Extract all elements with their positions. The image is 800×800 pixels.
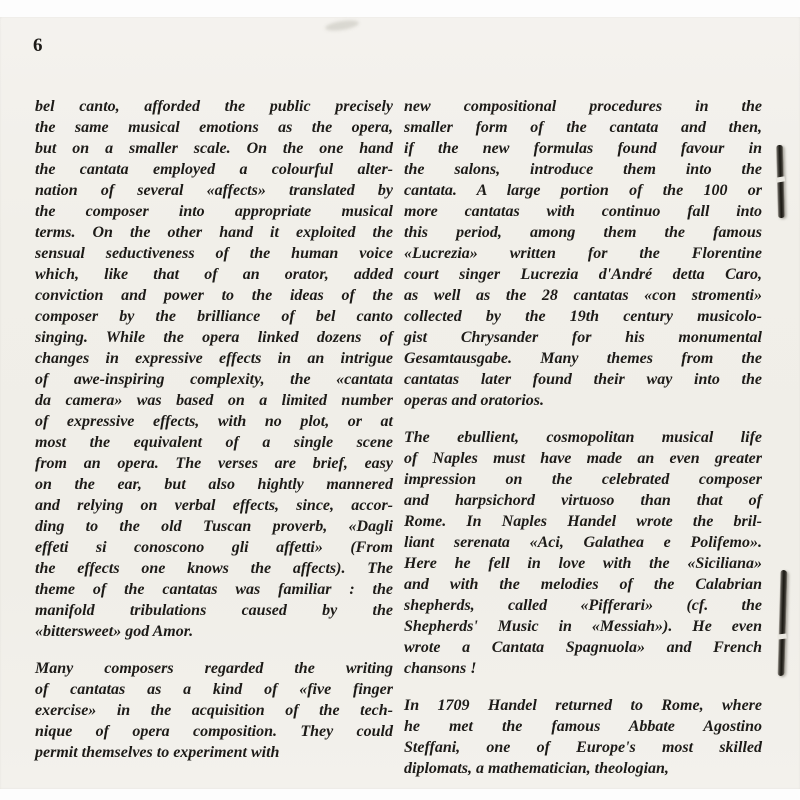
text-line: and relying on verbal effects, since, accor- [35, 497, 393, 514]
text-line: from an opera. The verses are brief, easy [35, 455, 393, 472]
text-line: nique of opera composition. They could [35, 723, 393, 740]
text-line: theme of the cantatas was familiar : the [35, 581, 393, 598]
paragraph [35, 658, 393, 763]
text-line: effeti si conoscono gli affetti» (From [35, 539, 393, 556]
text-line: bel canto, afforded the public precisely [35, 98, 393, 115]
text-line: exercise» in the acquisition of the tech- [35, 702, 393, 719]
paragraph [404, 427, 762, 679]
text-line: Many composers regarded the writing [35, 660, 393, 677]
text-line: court singer Lucrezia d'André detta Caro, [404, 266, 762, 283]
text-line: but on a smaller scale. On the one hand [35, 140, 393, 157]
text-line: new compositional procedures in the [404, 98, 762, 115]
column-right [404, 96, 762, 779]
text-line: of cantatas as a kind of «five finger [35, 681, 393, 698]
page-number: 6 [33, 35, 43, 56]
text-line: gist Chrysander for his monumental [404, 329, 762, 346]
text-line: «bittersweet» god Amor. [35, 623, 194, 640]
text-line: «Lucrezia» written for the Florentine [404, 245, 762, 262]
text-line: Shepherds' Music in «Messiah»). He even [404, 618, 762, 635]
text-line: on the ear, but also hightly mannered [35, 476, 393, 493]
text-line: singing. While the opera linked dozens of [35, 329, 393, 346]
text-line: the cantata employed a colourful alter- [35, 161, 393, 178]
text-line: terms. On the other hand it exploited the [35, 224, 393, 241]
text-line: cantatas later found their way into the [404, 371, 762, 388]
text-line: composer by the brilliance of bel canto [35, 308, 393, 325]
text-line: permit themselves to experiment with [35, 744, 280, 761]
paper-smudge [325, 18, 360, 32]
text-line: da camera» was based on a limited number [35, 392, 393, 409]
text-line: the composer into appropriate musical [35, 203, 393, 220]
text-line: cantata. A large portion of the 100 or [404, 182, 762, 199]
paragraph [404, 96, 762, 411]
text-line: sensual seductiveness of the human voice [35, 245, 393, 262]
staple-fold-gap [777, 633, 787, 639]
text-line: of awe-inspiring complexity, the «cantata [35, 371, 393, 388]
text-line: the salons, introduce them into the [404, 161, 762, 178]
staple-fold-gap [776, 176, 786, 182]
text-line: Here he fell in love with the «Siciliana» [404, 555, 762, 572]
text-line: smaller form of the cantata and then, [404, 119, 762, 136]
text-line: changes in expressive effects in an intrigue [35, 350, 393, 367]
text-line: manifold tribulations caused by the [35, 602, 393, 619]
text-line: if the new formulas found favour in [404, 140, 762, 157]
text-line: of Naples must have made an even greater [404, 450, 762, 467]
text-line: collected by the 19th century musicolo- [404, 308, 762, 325]
text-line: ding to the old Tuscan proverb, «Dagli [35, 518, 393, 535]
text-line: wrote a Cantata Spagnuola» and French [404, 639, 762, 656]
text-line: In 1709 Handel returned to Rome, where [404, 697, 762, 714]
text-line: Steffani, one of Europe's most skilled [404, 739, 762, 756]
text-line: and harpsichord virtuoso than that of [404, 492, 762, 509]
column-left [35, 96, 393, 763]
text-line: liant serenata «Aci, Galathea e Polifemo». [404, 534, 762, 551]
text-line: impression on the celebrated composer [404, 471, 762, 488]
text-line: the effects one knows the affects). The [35, 560, 393, 577]
text-line: of expressive effects, with no plot, or at [35, 413, 393, 430]
text-line: The ebullient, cosmopolitan musical life [404, 429, 762, 446]
text-line: which, like that of an orator, added [35, 266, 393, 283]
text-line: operas and oratorios. [404, 392, 545, 409]
text-line: as well as the 28 cantatas «con stromenti» [404, 287, 762, 304]
text-line: nation of several «affects» translated by [35, 182, 393, 199]
text-line: more cantatas with continuo fall into [404, 203, 762, 220]
text-line: Rome. In Naples Handel wrote the bril- [404, 513, 762, 530]
text-line: diplomats, a mathematician, theologian, [404, 760, 669, 777]
text-line: shepherds, called «Pifferari» (cf. the [404, 597, 762, 614]
page-paper [0, 17, 800, 789]
text-line: chansons ! [404, 660, 477, 677]
text-line: the same musical emotions as the opera, [35, 119, 393, 136]
text-line: and with the melodies of the Calabrian [404, 576, 762, 593]
text-line: Gesamtausgabe. Many themes from the [404, 350, 762, 367]
paragraph [35, 96, 393, 642]
text-line: most the equivalent of a single scene [35, 434, 393, 451]
text-line: this period, among them the famous [404, 224, 762, 241]
text-line: he met the famous Abbate Agostino [404, 718, 762, 735]
paragraph [404, 695, 762, 779]
text-line: conviction and power to the ideas of the [35, 287, 393, 304]
